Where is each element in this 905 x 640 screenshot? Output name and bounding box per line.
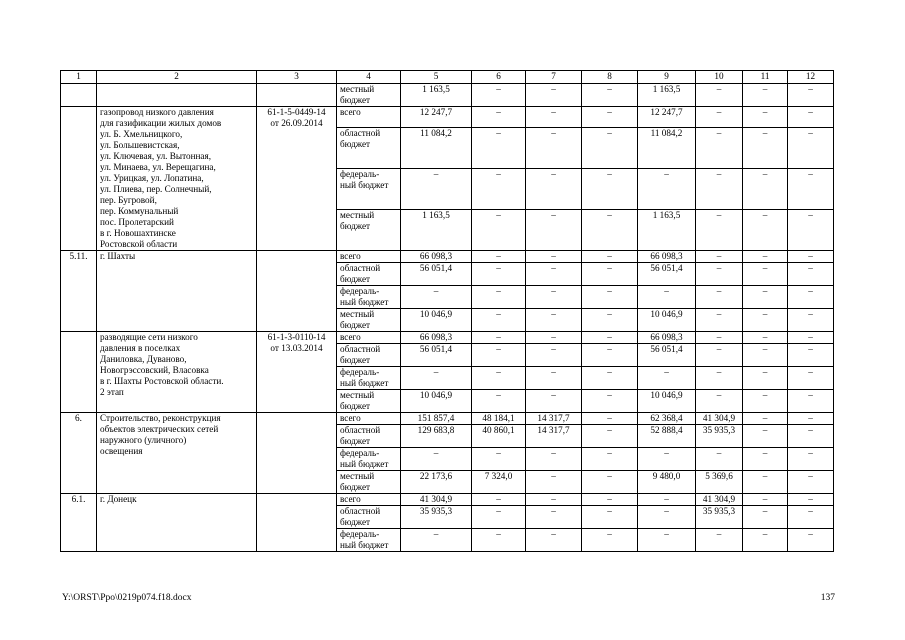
amount-cell: – — [582, 332, 638, 344]
amount-cell: – — [743, 309, 788, 332]
amount-cell: – — [788, 107, 834, 128]
amount-cell: – — [472, 128, 526, 169]
funding-source: местный бюджет — [337, 309, 401, 332]
amount-cell: – — [696, 263, 743, 286]
amount-cell: – — [526, 263, 582, 286]
amount-cell: – — [526, 286, 582, 309]
amount-cell: – — [788, 210, 834, 251]
amount-cell: – — [472, 344, 526, 367]
amount-cell: – — [743, 84, 788, 107]
amount-cell: – — [743, 529, 788, 552]
amount-cell: – — [526, 107, 582, 128]
amount-cell: – — [788, 251, 834, 263]
amount-cell: 41 304,9 — [401, 494, 472, 506]
amount-cell: – — [788, 425, 834, 448]
column-header: 8 — [582, 71, 638, 84]
file-path: Y:\ORST\Ppo\0219p074.f18.docx — [62, 593, 192, 603]
column-header: 11 — [743, 71, 788, 84]
item-number — [61, 84, 97, 107]
table-row — [61, 107, 834, 128]
amount-cell: – — [788, 413, 834, 425]
amount-cell: – — [696, 169, 743, 210]
funding-source: областной бюджет — [337, 128, 401, 169]
amount-cell: 66 098,3 — [401, 251, 472, 263]
project-document — [257, 494, 337, 552]
item-number: 6.1. — [61, 494, 97, 552]
amount-cell: – — [788, 367, 834, 390]
amount-cell: – — [788, 471, 834, 494]
column-header: 12 — [788, 71, 834, 84]
amount-cell: – — [401, 448, 472, 471]
amount-cell: – — [401, 169, 472, 210]
amount-cell: – — [743, 286, 788, 309]
amount-cell: – — [638, 286, 696, 309]
project-document — [257, 84, 337, 107]
funding-source: местный бюджет — [337, 471, 401, 494]
column-header: 5 — [401, 71, 472, 84]
funding-source: всего — [337, 332, 401, 344]
amount-cell: – — [743, 390, 788, 413]
amount-cell: 22 173,6 — [401, 471, 472, 494]
amount-cell: 12 247,7 — [638, 107, 696, 128]
amount-cell: – — [743, 128, 788, 169]
amount-cell: – — [788, 529, 834, 552]
item-number — [61, 107, 97, 251]
amount-cell: – — [472, 107, 526, 128]
column-header: 3 — [257, 71, 337, 84]
amount-cell: – — [743, 251, 788, 263]
table-row — [61, 84, 834, 107]
funding-source: местный бюджет — [337, 210, 401, 251]
amount-cell: – — [788, 286, 834, 309]
amount-cell: 48 184,1 — [472, 413, 526, 425]
amount-cell: – — [743, 169, 788, 210]
amount-cell: – — [526, 367, 582, 390]
amount-cell: – — [788, 390, 834, 413]
project-document — [257, 251, 337, 332]
amount-cell: 11 084,2 — [401, 128, 472, 169]
item-number: 5.11. — [61, 251, 97, 332]
funding-source: всего — [337, 251, 401, 263]
amount-cell: – — [401, 367, 472, 390]
funding-source: всего — [337, 413, 401, 425]
amount-cell: – — [743, 107, 788, 128]
amount-cell: 35 935,3 — [696, 425, 743, 448]
amount-cell: – — [472, 84, 526, 107]
amount-cell: – — [526, 390, 582, 413]
amount-cell: 1 163,5 — [401, 210, 472, 251]
amount-cell: – — [696, 309, 743, 332]
funding-source: областной бюджет — [337, 263, 401, 286]
amount-cell: – — [582, 128, 638, 169]
column-header: 2 — [97, 71, 257, 84]
amount-cell: – — [582, 367, 638, 390]
amount-cell: – — [582, 169, 638, 210]
page-number: 137 — [820, 593, 835, 603]
amount-cell: – — [472, 169, 526, 210]
object-name: Строительство, реконструкция объектов электрических сетей наружного (уличного) освещения — [97, 413, 257, 494]
amount-cell: – — [526, 210, 582, 251]
object-name — [97, 84, 257, 107]
amount-cell: 62 368,4 — [638, 413, 696, 425]
amount-cell: – — [582, 263, 638, 286]
project-document: 61-1-5-0449-14 от 26.09.2014 — [257, 107, 337, 251]
amount-cell: – — [526, 506, 582, 529]
amount-cell: – — [526, 251, 582, 263]
amount-cell: 1 163,5 — [638, 210, 696, 251]
amount-cell: – — [788, 309, 834, 332]
table-row — [61, 251, 834, 263]
amount-cell: 40 860,1 — [472, 425, 526, 448]
amount-cell: 5 369,6 — [696, 471, 743, 494]
amount-cell: – — [526, 448, 582, 471]
amount-cell: – — [638, 448, 696, 471]
funding-source: местный бюджет — [337, 84, 401, 107]
column-header: 4 — [337, 71, 401, 84]
amount-cell: – — [696, 367, 743, 390]
amount-cell: 10 046,9 — [401, 390, 472, 413]
amount-cell: 66 098,3 — [638, 251, 696, 263]
amount-cell: – — [582, 210, 638, 251]
column-header: 9 — [638, 71, 696, 84]
amount-cell: – — [582, 251, 638, 263]
amount-cell: – — [743, 332, 788, 344]
column-header: 1 — [61, 71, 97, 84]
item-number: 6. — [61, 413, 97, 494]
amount-cell: – — [696, 107, 743, 128]
funding-source: областной бюджет — [337, 425, 401, 448]
amount-cell: – — [526, 309, 582, 332]
header-row — [61, 71, 834, 84]
amount-cell: – — [696, 251, 743, 263]
amount-cell: – — [743, 448, 788, 471]
project-document — [257, 413, 337, 494]
funding-source: федераль- ный бюджет — [337, 367, 401, 390]
amount-cell: – — [743, 344, 788, 367]
funding-source: местный бюджет — [337, 390, 401, 413]
amount-cell: – — [582, 425, 638, 448]
funding-source: областной бюджет — [337, 506, 401, 529]
amount-cell: – — [696, 529, 743, 552]
amount-cell: – — [582, 529, 638, 552]
amount-cell: – — [743, 413, 788, 425]
amount-cell: – — [526, 529, 582, 552]
amount-cell: – — [696, 84, 743, 107]
funding-source: федераль- ный бюджет — [337, 286, 401, 309]
amount-cell: 35 935,3 — [696, 506, 743, 529]
amount-cell: 10 046,9 — [638, 309, 696, 332]
funding-source: всего — [337, 494, 401, 506]
amount-cell: – — [696, 344, 743, 367]
amount-cell: – — [638, 494, 696, 506]
column-header: 7 — [526, 71, 582, 84]
table-row — [61, 413, 834, 425]
amount-cell: – — [788, 263, 834, 286]
amount-cell: – — [582, 506, 638, 529]
amount-cell: – — [582, 448, 638, 471]
amount-cell: – — [472, 210, 526, 251]
amount-cell: 52 888,4 — [638, 425, 696, 448]
amount-cell: – — [526, 169, 582, 210]
amount-cell: – — [743, 425, 788, 448]
amount-cell: – — [582, 107, 638, 128]
amount-cell: – — [472, 332, 526, 344]
amount-cell: 66 098,3 — [638, 332, 696, 344]
amount-cell: – — [788, 494, 834, 506]
amount-cell: – — [696, 128, 743, 169]
object-name: газопровод низкого давления для газификации жилых домов ул. Б. Хмельницкого, ул. Большевистская, ул. Ключевая, ул. Вытонная, ул. Минаева, ул. Верещагина, ул. Урицкая, ул. Лопатина, ул. Плиева, пер. Солнечный, пер. Бугровой, пер. Коммунальный пос. Пролетарский в г. Новошахтинске Ростовской области — [97, 107, 257, 251]
item-number — [61, 332, 97, 413]
amount-cell: – — [696, 286, 743, 309]
amount-cell: – — [788, 332, 834, 344]
amount-cell: 1 163,5 — [401, 84, 472, 107]
amount-cell: 10 046,9 — [401, 309, 472, 332]
amount-cell: – — [472, 263, 526, 286]
funding-source: федераль- ный бюджет — [337, 169, 401, 210]
amount-cell: 56 051,4 — [638, 263, 696, 286]
amount-cell: – — [401, 286, 472, 309]
object-name: разводящие сети низкого давления в поселках Даниловка, Дуваново, Новогрэссовский, Власовка в г. Шахты Ростовской области. 2 этап — [97, 332, 257, 413]
amount-cell: – — [696, 390, 743, 413]
amount-cell: 14 317,7 — [526, 425, 582, 448]
funding-source: всего — [337, 107, 401, 128]
amount-cell: – — [743, 506, 788, 529]
amount-cell: – — [582, 309, 638, 332]
amount-cell: – — [743, 471, 788, 494]
amount-cell: – — [526, 471, 582, 494]
amount-cell: 41 304,9 — [696, 494, 743, 506]
project-document: 61-1-3-0110-14 от 13.03.2014 — [257, 332, 337, 413]
table-body — [61, 84, 834, 552]
amount-cell: – — [788, 506, 834, 529]
amount-cell: 56 051,4 — [401, 344, 472, 367]
amount-cell: – — [472, 286, 526, 309]
amount-cell: – — [472, 309, 526, 332]
object-name: г. Донецк — [97, 494, 257, 552]
amount-cell: – — [582, 344, 638, 367]
amount-cell: – — [638, 529, 696, 552]
table-row — [61, 332, 834, 344]
amount-cell: – — [472, 529, 526, 552]
amount-cell: – — [526, 128, 582, 169]
amount-cell: – — [743, 494, 788, 506]
amount-cell: – — [472, 506, 526, 529]
amount-cell: – — [526, 84, 582, 107]
amount-cell: – — [743, 263, 788, 286]
amount-cell: – — [582, 494, 638, 506]
amount-cell: 12 247,7 — [401, 107, 472, 128]
amount-cell: – — [582, 413, 638, 425]
amount-cell: – — [788, 128, 834, 169]
amount-cell: 66 098,3 — [401, 332, 472, 344]
amount-cell: – — [638, 169, 696, 210]
amount-cell: – — [472, 494, 526, 506]
amount-cell: – — [526, 332, 582, 344]
amount-cell: – — [743, 367, 788, 390]
amount-cell: – — [472, 251, 526, 263]
amount-cell: – — [582, 84, 638, 107]
funding-source: областной бюджет — [337, 344, 401, 367]
amount-cell: – — [696, 448, 743, 471]
amount-cell: 9 480,0 — [638, 471, 696, 494]
funding-source: федераль- ный бюджет — [337, 448, 401, 471]
amount-cell: – — [638, 367, 696, 390]
amount-cell: 10 046,9 — [638, 390, 696, 413]
amount-cell: – — [788, 448, 834, 471]
amount-cell: – — [743, 210, 788, 251]
amount-cell: – — [526, 494, 582, 506]
amount-cell: 151 857,4 — [401, 413, 472, 425]
amount-cell: – — [788, 344, 834, 367]
amount-cell: – — [526, 344, 582, 367]
amount-cell: – — [788, 169, 834, 210]
amount-cell: – — [472, 390, 526, 413]
amount-cell: – — [788, 84, 834, 107]
amount-cell: – — [696, 332, 743, 344]
amount-cell: – — [401, 529, 472, 552]
amount-cell: – — [582, 286, 638, 309]
funding-source: федераль- ный бюджет — [337, 529, 401, 552]
amount-cell: 7 324,0 — [472, 471, 526, 494]
amount-cell: – — [696, 210, 743, 251]
amount-cell: – — [472, 367, 526, 390]
amount-cell: 56 051,4 — [638, 344, 696, 367]
amount-cell: – — [638, 506, 696, 529]
amount-cell: 129 683,8 — [401, 425, 472, 448]
column-header: 10 — [696, 71, 743, 84]
budget-table — [60, 70, 834, 552]
amount-cell: 14 317,7 — [526, 413, 582, 425]
column-header: 6 — [472, 71, 526, 84]
amount-cell: 35 935,3 — [401, 506, 472, 529]
amount-cell: 41 304,9 — [696, 413, 743, 425]
table-row — [61, 494, 834, 506]
amount-cell: – — [582, 390, 638, 413]
amount-cell: 1 163,5 — [638, 84, 696, 107]
amount-cell: – — [582, 471, 638, 494]
amount-cell: – — [472, 448, 526, 471]
amount-cell: 11 084,2 — [638, 128, 696, 169]
object-name: г. Шахты — [97, 251, 257, 332]
amount-cell: 56 051,4 — [401, 263, 472, 286]
